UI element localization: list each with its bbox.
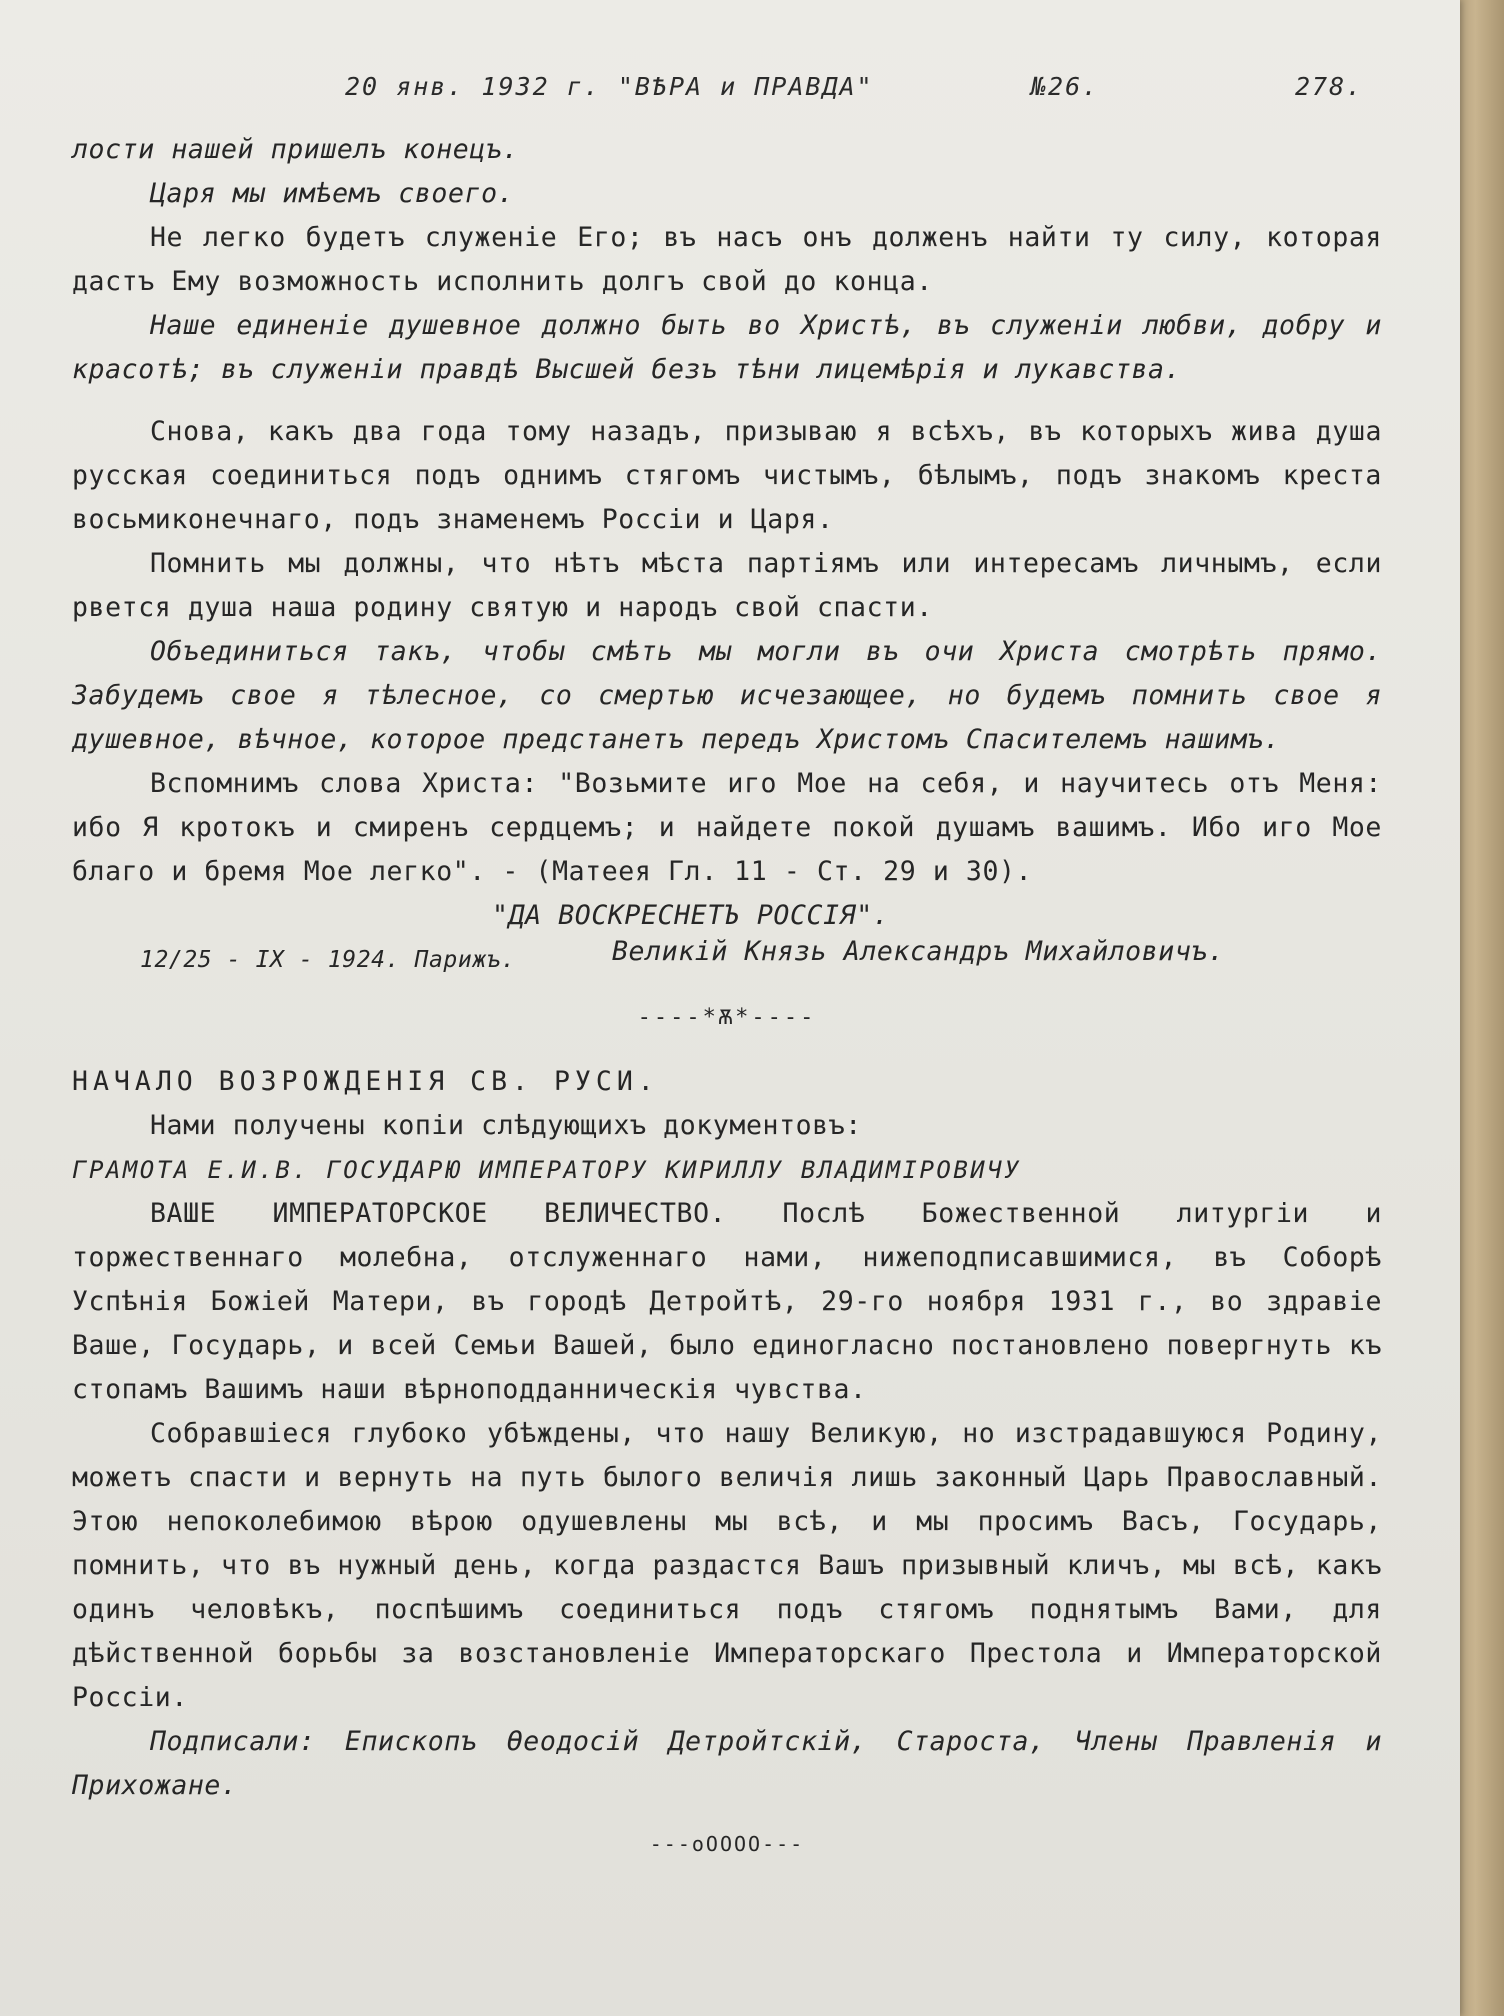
intro-line: Нами получены копіи слѣдующихъ документовъ: [150,1110,862,1141]
section-title: НАЧАЛО ВОЗРОЖДЕНІЯ СВ. РУСИ. [72,1066,659,1097]
signature-name: Великій Князь Александръ Михайловичъ. [612,936,1225,967]
gramota-signatories: Подписали: Епископъ Өеодосій Детройтскій, Староста, Члены Правленія и Прихожане. [72,1726,1382,1801]
signature-date: 12/25 - IX - 1924. Парижъ. [140,947,516,973]
page-header [345,72,1370,112]
wooden-background [1456,0,1504,2016]
gramota-paragraph: ВАШЕ ИМПЕРАТОРСКОЕ ВЕЛИЧЕСТВО. Послѣ Божественной литургіи и торжественнаго молебна, отслуженнаго нами, нижеподписавшимися, въ Соборѣ Успѣнія Божіей Матери, въ городѣ Детройтѣ, 29-го ноября 1931 г., во здравіе Вашe, Государь, и всей Семьи Вашей, было единогласно постановлено повергнуть къ стопамъ Вашимъ наши вѣрноподданническія чувства. [72,1198,1382,1405]
header-issue-number: №26. [1031,72,1100,101]
signature-block [72,938,1382,982]
paragraph: Наше единеніе душевное должно быть во Христѣ, въ служеніи любви, добру и красотѣ; въ служеніи правдѣ Высшей безъ тѣни лицемѣрія и лукавства. [72,310,1382,385]
paragraph: лости нашей пришелъ конецъ. [72,134,519,165]
paragraph: Снова, какъ два года тому назадъ, призываю я всѣхъ, въ которыхъ жива душа русская соединиться подъ однимъ стягомъ чистымъ, бѣлымъ, подъ знакомъ креста восьмиконечнаго, подъ знаменемъ Россіи и Царя. [72,416,1382,535]
paragraph: Вспомнимъ слова Христа: "Возьмите иго Мое на себя, и научитесь отъ Меня: ибо Я кротокъ и смиренъ сердцемъ; и найдете покой душамъ вашимъ. Ибо иго Мое благо и бремя Мое легко". - (Матеея Гл. 11 - Ст. 29 и 30). [72,768,1382,887]
ornamental-divider: ----*Ѫ*---- [637,1005,817,1030]
closing-divider: ---оОООО--- [649,1832,805,1856]
header-page-number: 278. [1295,72,1364,101]
header-date-newspaper: 20 янв. 1932 г. "ВѢРА и ПРАВДА" [345,72,874,101]
paragraph: Царя мы имѣемъ своего. [150,178,515,209]
motto: "ДА ВОСКРЕСНЕТЪ РОССІЯ". [492,900,890,931]
document-body [72,128,1382,1866]
gramota-title: ГРАМОТА Е.И.В. ГОСУДАРЮ ИМПЕРАТОРУ КИРИЛЛУ ВЛАДИМІРОВИЧУ [72,1156,1022,1184]
paragraph: Не легко будетъ служеніе Его; въ насъ онъ долженъ найти ту силу, которая дастъ Ему возможность исполнить долгъ свой до конца. [72,222,1382,297]
gramota-paragraph: Собравшіеся глубоко убѣждены, что нашу Великую, но изстрадавшуюся Родину, можетъ спасти и вернуть на путь былого величія лишь законный Царь Православный. Этою непоколебимою вѣрою одушевлены мы всѣ, и мы просимъ Васъ, Государь, помнить, что въ нужный день, когда раздастся Вашъ призывный кличъ, мы всѣ, какъ одинъ человѣкъ, поспѣшимъ соединиться подъ стягомъ поднятымъ Вами, для дѣйственной борьбы за возстановленіе Императорскаго Престола и Императорской Россіи. [72,1418,1382,1713]
paragraph: Объединиться такъ, чтобы смѣть мы могли въ очи Христа смотрѣть прямо. Забудемъ свое я тѣлесное, со смертью исчезающее, но будемъ помнить свое я душевное, вѣчное, которое предстанетъ передъ Христомъ Спасителемъ нашимъ. [72,636,1382,755]
paragraph: Помнить мы должны, что нѣтъ мѣста партіямъ или интересамъ личнымъ, если рвется душа наша родину святую и народъ свой спасти. [72,548,1382,623]
